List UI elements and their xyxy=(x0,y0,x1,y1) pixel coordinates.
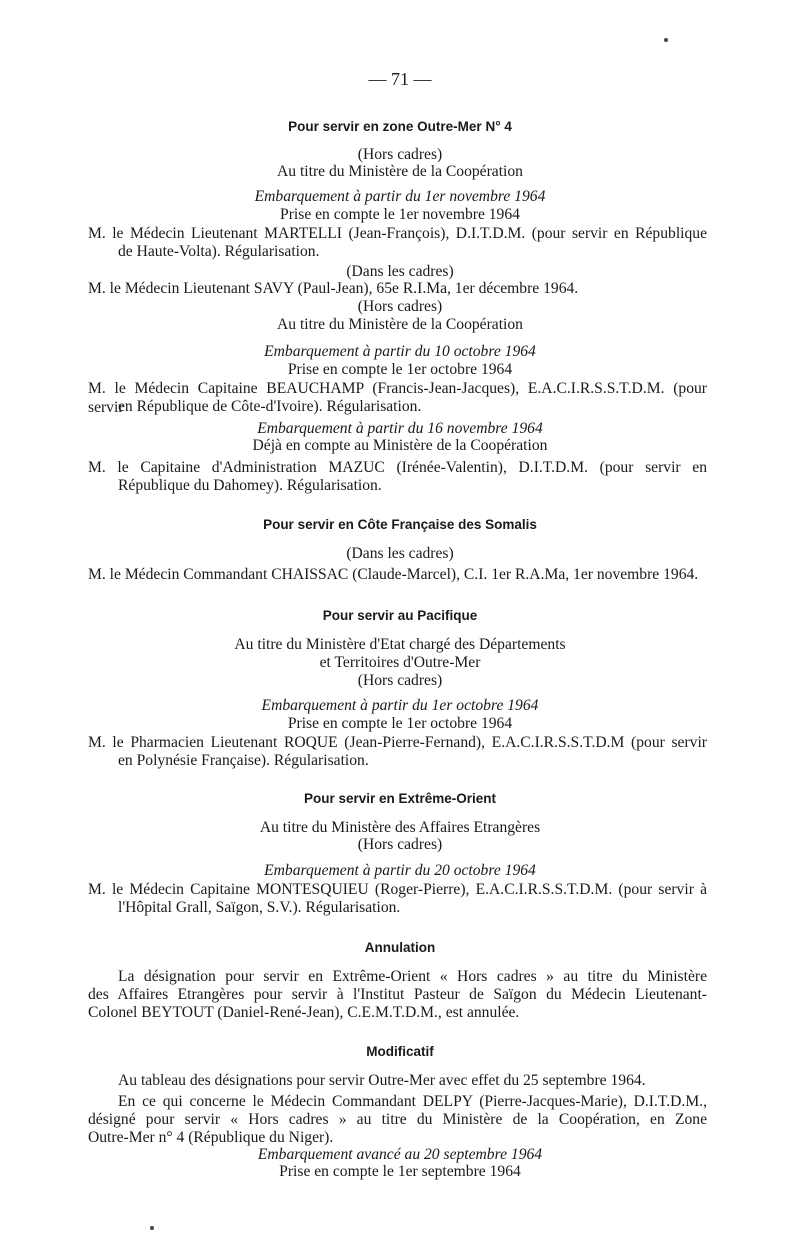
modificatif-line-2: désigné pour servir « Hors cadres » au titre du Ministère de la Coopération, en Zone xyxy=(88,1111,707,1128)
scan-speck xyxy=(664,38,668,42)
section-heading-annulation: Annulation xyxy=(364,940,436,955)
hors-cadres-label-4: (Hors cadres) xyxy=(357,836,443,853)
entry-beauchamp-cont: en République de Côte-d'Ivoire). Régularisation. xyxy=(118,398,422,415)
section-heading-zone-4: Pour servir en zone Outre-Mer N° 4 xyxy=(288,119,512,134)
annulation-line-1: La désignation pour servir en Extrême-Orient « Hors cadres » au titre du Ministère xyxy=(118,968,707,985)
prise-en-compte-line-4: Prise en compte le 1er septembre 1964 xyxy=(279,1163,521,1180)
entry-chaissac: M. le Médecin Commandant CHAISSAC (Claude-Marcel), C.I. 1er R.A.Ma, 1er novembre 1964. xyxy=(88,566,699,583)
ministere-label: Au titre du Ministère de la Coopération xyxy=(277,163,523,180)
modificatif-line-1: En ce qui concerne le Médecin Commandant DELPY (Pierre-Jacques-Marie), D.I.T.D.M., xyxy=(118,1093,707,1110)
entry-roque-cont: en Polynésie Française). Régularisation. xyxy=(118,752,369,769)
embarquement-line: Embarquement à partir du 1er novembre 1964 xyxy=(254,188,546,205)
entry-savy: M. le Médecin Lieutenant SAVY (Paul-Jean), 65e R.I.Ma, 1er décembre 1964. xyxy=(88,280,579,297)
prise-en-compte-line: Prise en compte le 1er novembre 1964 xyxy=(280,206,520,223)
ministere-affaires-line: Au titre du Ministère des Affaires Etrangères xyxy=(259,819,541,836)
modificatif-line-3: Outre-Mer n° 4 (République du Niger). xyxy=(88,1129,334,1146)
modificatif-paragraph-1: Au tableau des désignations pour servir Outre-Mer avec effet du 25 septembre 1964. xyxy=(118,1072,646,1089)
section-heading-somalis: Pour servir en Côte Française des Somalis xyxy=(263,517,537,532)
hors-cadres-label: (Hors cadres) xyxy=(357,146,443,163)
section-heading-extreme-orient: Pour servir en Extrême-Orient xyxy=(303,791,497,806)
embarquement-avance-line: Embarquement avancé au 20 septembre 1964 xyxy=(257,1146,543,1163)
entry-mazuc-cont: République du Dahomey). Régularisation. xyxy=(118,477,382,494)
embarquement-line-2: Embarquement à partir du 10 octobre 1964 xyxy=(264,343,536,360)
ministere-etat-line-1: Au titre du Ministère d'Etat chargé des Départements xyxy=(234,636,566,653)
section-heading-pacifique: Pour servir au Pacifique xyxy=(322,608,478,623)
embarquement-line-3: Embarquement à partir du 16 novembre 1964 xyxy=(257,420,543,437)
dans-cadres-label-2: (Dans les cadres) xyxy=(346,545,454,562)
annulation-line-3: Colonel BEYTOUT (Daniel-René-Jean), C.E.M.T.D.M., est annulée. xyxy=(88,1004,520,1021)
prise-en-compte-line-2: Prise en compte le 1er octobre 1964 xyxy=(287,361,513,378)
entry-beauchamp: M. le Médecin Capitaine BEAUCHAMP (Francis-Jean-Jacques), E.A.C.I.R.S.S.T.D.M. (pour servir xyxy=(88,380,707,416)
embarquement-line-5: Embarquement à partir du 20 octobre 1964 xyxy=(264,862,536,879)
entry-martelli-cont: de Haute-Volta). Régularisation. xyxy=(118,243,320,260)
hors-cadres-label-3: (Hors cadres) xyxy=(357,672,443,689)
scan-speck xyxy=(150,1226,154,1230)
deja-en-compte-line: Déjà en compte au Ministère de la Coopération xyxy=(252,437,548,454)
section-heading-modificatif: Modificatif xyxy=(366,1044,434,1059)
annulation-line-2: des Affaires Etrangères pour servir à l'Institut Pasteur de Saïgon du Médecin Lieutenant- xyxy=(88,986,707,1003)
entry-mazuc: M. le Capitaine d'Administration MAZUC (Irénée-Valentin), D.I.T.D.M. (pour servir en xyxy=(88,459,707,476)
ministere-etat-line-2: et Territoires d'Outre-Mer xyxy=(319,654,481,671)
page-number: — 71 — xyxy=(368,69,432,89)
hors-cadres-label-2: (Hors cadres) xyxy=(357,298,443,315)
entry-montesquieu: M. le Médecin Capitaine MONTESQUIEU (Roger-Pierre), E.A.C.I.R.S.S.T.D.M. (pour servir à xyxy=(88,881,707,898)
ministere-label-2: Au titre du Ministère de la Coopération xyxy=(277,316,523,333)
entry-montesquieu-cont: l'Hôpital Grall, Saïgon, S.V.). Régularisation. xyxy=(118,899,401,916)
entry-martelli: M. le Médecin Lieutenant MARTELLI (Jean-François), D.I.T.D.M. (pour servir en République xyxy=(88,225,707,242)
embarquement-line-4: Embarquement à partir du 1er octobre 1964 xyxy=(261,697,539,714)
dans-cadres-label: (Dans les cadres) xyxy=(346,263,454,280)
prise-en-compte-line-3: Prise en compte le 1er octobre 1964 xyxy=(287,715,513,732)
entry-roque: M. le Pharmacien Lieutenant ROQUE (Jean-Pierre-Fernand), E.A.C.I.R.S.S.T.D.M (pour servir xyxy=(88,734,707,751)
